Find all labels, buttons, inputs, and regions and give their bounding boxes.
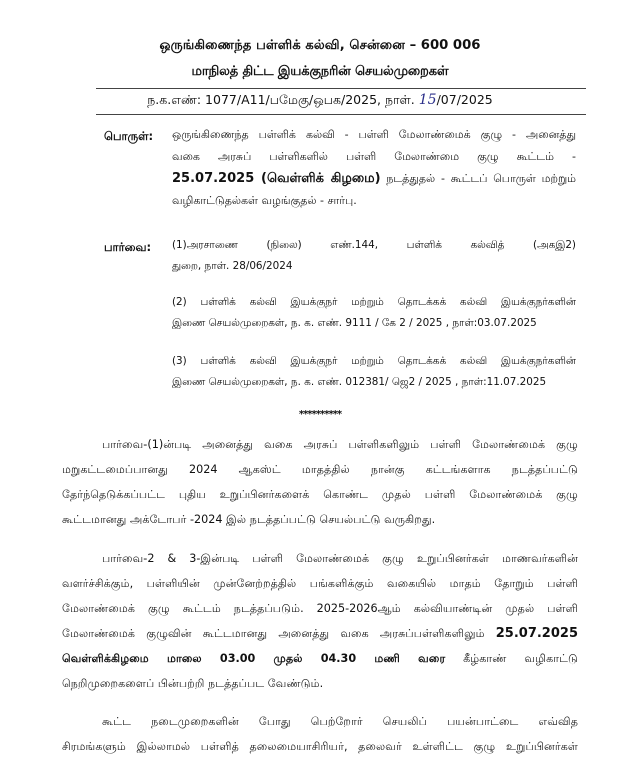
subject-line: வகை அரசுப் பள்ளிகளில் பள்ளி மேலாண்மை குழு கூட்டம் - — [172, 150, 576, 163]
subject-line: ஒருங்கிணைந்த பள்ளிக் கல்வி - பள்ளி மேலாண்மைக் குழு - அனைத்து — [172, 128, 576, 141]
reference-1: (1)அரசாணை (நிலை) எண்.144, பள்ளிக் கல்வித் (அகஇ2) துறை, நாள். 28/06/2024 — [172, 239, 576, 272]
separator: ********** — [298, 409, 342, 420]
paragraph-3: கூட்ட நடைமுறைகளின் போது பெற்றோர் செயலிப் பயன்பாட்டை எவ்வித சிரமங்களும் இல்லாமல் பள்ளித் தலைமையாசிரியர், தலைவர் உள்ளிட்ட குழு உறுப்பினர்கள் — [62, 715, 578, 753]
reference-number-line — [0, 92, 640, 109]
subject-line: வழிகாட்டுதல்கள் வழங்குதல் - சார்பு. — [172, 194, 357, 207]
reference-number: ந.க.எண்: 1077/A11/பமேகு/ஒபக/2025, நாள். — [147, 92, 415, 107]
subject-text — [172, 124, 576, 212]
subject-line: 25.07.2025 (வெள்ளிக் கிழமை) நடத்துதல் - கூட்டப் பொருள் மற்றும் — [172, 171, 576, 186]
paragraph-1: பார்வை-(1)ன்படி அனைத்து வகை அரசுப் பள்ளிகளிலும் பள்ளி மேலாண்மைக் குழு மறுகட்டமைப்பானது 2024 ஆகஸ்ட் மாதத்தில் நான்கு கட்டங்களாக நடத்தப்பட்டு தேர்ந்தெடுக்கப்பட்ட புதிய உறுப்பினர்களைக் கொண்ட முதல் பள்ளி மேலாண்மைக் குழு கூட்டமானது அக்டோபர் -2024 இல் நடத்தப்பட்டு செயல்பட்டு வருகிறது. — [62, 438, 578, 526]
meeting-date-bold: 25.07.2025 — [495, 626, 578, 641]
references-label: பார்வை: — [104, 240, 152, 254]
office-header: ஒருங்கிணைந்த பள்ளிக் கல்வி, சென்னை – 600 006 — [159, 38, 481, 53]
meeting-time-bold: வெள்ளிக்கிழமை மாலை 03.00 முதல் 04.30 மணி வரை — [62, 652, 446, 665]
bottom-rule — [96, 114, 586, 115]
paragraph-2: பார்வை-2 & 3-இன்படி பள்ளி மேலாண்மைக் குழு உறுப்பினர்கள் மாணவர்களின் வளர்ச்சிக்கும், பள்ளியின் முன்னேற்றத்தில் பங்களிக்கும் வகையில் மாதம் தோறும் பள்ளி மேலாண்மைக் குழு கூட்டம் நடத்தப்படும். 2025-2026ஆம் கல்வியாண்டின் முதல் பள்ளி மேலாண்மைக் குழுவின் கூட்டமானது அனைத்து வகை அரசுப்பள்ளிகளிலும் 25.07.2025 வெள்ளிக்கிழமை மாலை 03.00 முதல் 04.30 மணி வரை கீழ்காண் வழிகாட்டு நெறிமுறைகளைப் பின்பற்றி நடத்தப்பட வேண்டும். — [62, 552, 578, 690]
proceedings-title: மாநிலத் திட்ட இயக்குநரின் செயல்முறைகள் — [191, 64, 449, 79]
reference-2: (2) பள்ளிக் கல்வி இயக்குநர் மற்றும் தொடக்கக் கல்வி இயக்குநர்களின் இணை செயல்முறைகள், ந. க. எண். 9111 / கே 2 / 2025 , நாள்:03.07.2025 — [172, 296, 576, 329]
reference-date-rest: /07/2025 — [436, 92, 493, 107]
top-rule — [96, 88, 586, 89]
reference-3: (3) பள்ளிக் கல்வி இயக்குநர் மற்றும் தொடக்கக் கல்வி இயக்குநர்களின் இணை செயல்முறைகள், ந. க. எண். 012381/ ஜெ2 / 2025 , நாள்:11.07.2025 — [172, 355, 576, 388]
subject-label: பொருள்: — [104, 129, 154, 143]
meeting-date: 25.07.2025 (வெள்ளிக் கிழமை) — [172, 171, 381, 186]
handwritten-day: 15 — [418, 92, 437, 108]
